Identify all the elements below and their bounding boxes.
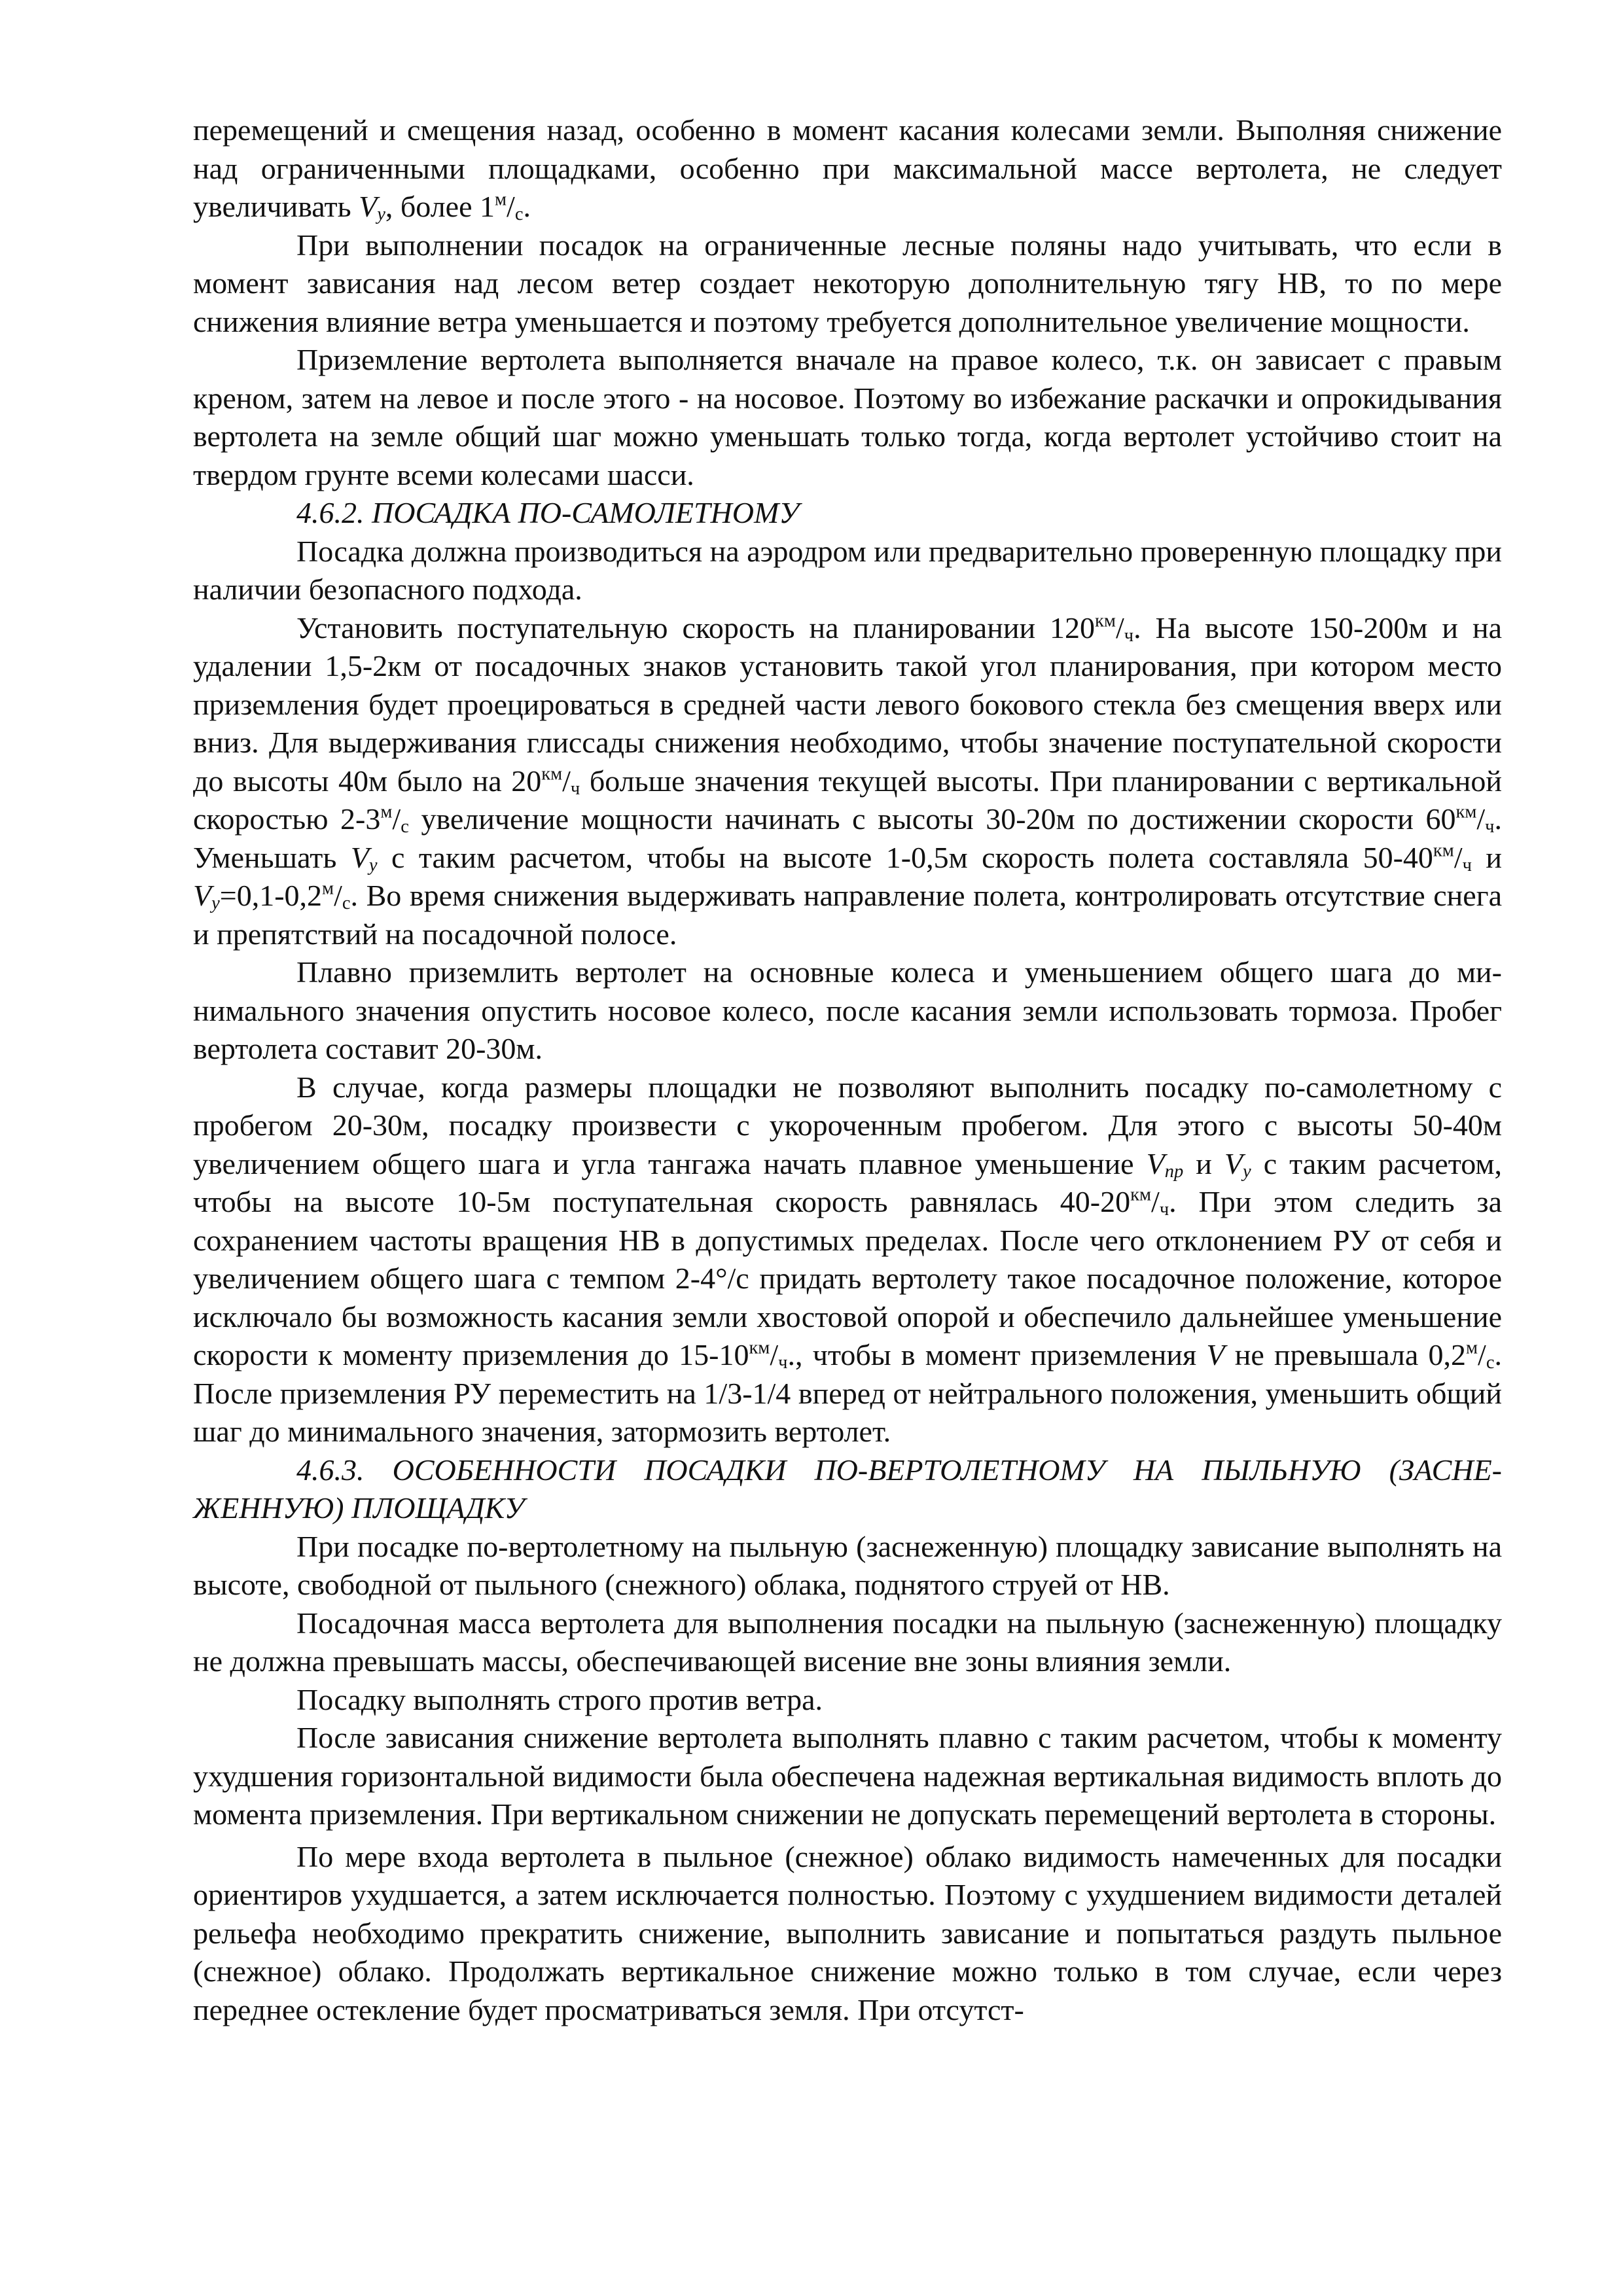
- section-heading-4-6-3: 4.6.3. ОСОБЕННОСТИ ПОСАДКИ ПО-ВЕРТОЛЕТНОМУ НА ПЫЛЬНУЮ (ЗАСНЕЖЕННУЮ) ПЛОЩАДКУ: [193, 1453, 1502, 1525]
- paragraph-dusty-hover: При посадке по-вертолетному на пыльную (заснеженную) площадку зависание выполнять на высоте, свободной от пыльного (снежного) облака, поднятого струей от НВ.: [193, 1529, 1502, 1601]
- paragraph-forest-clearings: При выполнении посадок на ограниченные лесные поляны надо учитывать, что если в момент зависания над лесом ветер создает некоторую дополнительную тягу НВ, то по мере снижения влияние ветра уменьшается и поэтому требуется дополнительное увеличение мощности.: [193, 228, 1502, 338]
- paragraph-smooth-descent: После зависания снижение вертолета выполнять плавно с таким расчетом, чтобы к моменту ухудшения горизонтальной видимости была обеспечена надежная вертикальная видимость вплоть до момента приземления. При вертикальном снижении не допускать перемещений вертолета в стороны.: [193, 1721, 1502, 1831]
- paragraph-short-rollout: В случае, когда размеры площадки не позволяют выполнить посадку по-самолетному с пробегом 20-30м, посадку произвести с укороченным пробегом. Для этого с высоты 50-40м увеличением общего шага и угла тангажа начать плавное уменьшение $V_{пр}$ и $V_y$ с таким расчетом, чтобы на высоте 10-5м поступательная скорость равнялась $40-20^{км}/_ч$. При этом следить за сохранением частоты вращения НВ в допустимых пределах. После чего отклонением РУ от себя и увеличением общего шага с темпом 2-4°/с придать вертолету такое посадочное положение, которое исключало бы возможность касания земли хвостовой опорой и обеспечило дальнейшее уменьшение скорости к моменту приземления до $15-10^{км}/_ч$., чтобы в момент приземления V не превышала $0,2^м/_с$. После приземления РУ переместить на 1/3-1/4 вперед от нейтрального положения, уменьшить общий шаг до минимального значения, затормозить вертолет.: [193, 1070, 1502, 1448]
- paragraph-landing-mass: Посадочная масса вертолета для выполнения посадки на пыльную (заснеженную) площадку не должна превышать массы, обеспечивающей висение вне зоны влияния земли.: [193, 1606, 1502, 1678]
- var-vy: $V_y$: [193, 879, 220, 914]
- var-vy: $V_y$: [1224, 1146, 1251, 1182]
- text-run: перемещений и смещения назад, особенно в момент касания колесами земли. Выполняя снижение над ограниченными площадками, особенно при максимальной массе вертолета, не следует увеличивать: [193, 113, 1502, 223]
- var-vy: $V_y$: [359, 190, 385, 225]
- paragraph-dust-cloud: По мере входа вертолета в пыльное (снежное) облако видимость намеченных для посадки ориентиров ухудшается, а затем исключается полностью. Поэтому с ухудшением видимости деталей рельефа необходимо прекратить снижение, выполнить зависание и попытаться раздуть пыльное (снежное) облако. Продолжать вертикальное снижение можно только в том случае, если через переднее остекление будет просматриваться земля. При отсутст-: [193, 1839, 1502, 2026]
- var-v: V: [1206, 1338, 1225, 1371]
- document-page: [193, 111, 1502, 2029]
- paragraph-descent-limits: перемещений и смещения назад, особенно в момент касания колесами земли. Выполняя снижение над ограниченными площадками, особенно при максимальной массе вертолета, не следует увеличивать $V_y$, более $1^м/_с$.: [193, 113, 1502, 225]
- text-run: , более 1: [385, 190, 495, 223]
- paragraph-main-wheels-touchdown: Плавно приземлить вертолет на основные колеса и уменьшением общего шага до минимального значения опустить носовое колесо, после касания земли использовать тормоза. Пробег вертолета составит 20-30м.: [193, 955, 1502, 1065]
- section-heading-4-6-2: 4.6.2. ПОСАДКА ПО-САМОЛЕТНОМУ: [296, 496, 800, 529]
- paragraph-touchdown-order: Приземление вертолета выполняется вначале на правое колесо, т.к. он зависает с правым креном, затем на левое и после этого - на носовое. Поэтому во избежание раскачки и опрокидывания вертолета на земле общий шаг можно уменьшать только тогда, когда вертолет устойчиво стоит на твердом грунте всеми колесами шасси.: [193, 343, 1502, 491]
- var-vy: $V_y$: [350, 840, 378, 875]
- paragraph-against-wind: Посадку выполнять строго против ветра.: [296, 1682, 823, 1716]
- paragraph-glide-approach: Установить поступательную скорость на планировании $120^{км}/_ч$. На высоте 150-200м и на удалении 1,5-2км от посадочных знаков установить такой угол планирования, при котором место приземления будет проецироваться в средней части левого бокового стекла без смещения вверх или вниз. Для выдерживания глиссады снижения необходимо, чтобы значение поступательной скорости до высоты 40м было на $20^{км}/_ч$ больше значения текущей высоты. При планировании с вертикальной скоростью $2-3^м/_с$ увеличение мощности начинать с высоты 30-20м по достижении скорости $60^{км}/_ч$. Уменьшать $V_y$ с таким расчетом, чтобы на высоте 1-0,5м скорость полета составляла $50-40^{км}/_ч$ и $V_y=0,1-0,2^м/_с$. Во время снижения выдерживать направление полета, контролировать отсутствие снега и препятствий на посадочной полосе.: [193, 610, 1503, 951]
- paragraph-airfield-landing: Посадка должна производиться на аэродром или предварительно проверенную площадку при наличии безопасного подхода.: [193, 534, 1502, 606]
- var-vpr: $V_{пр}$: [1146, 1146, 1184, 1182]
